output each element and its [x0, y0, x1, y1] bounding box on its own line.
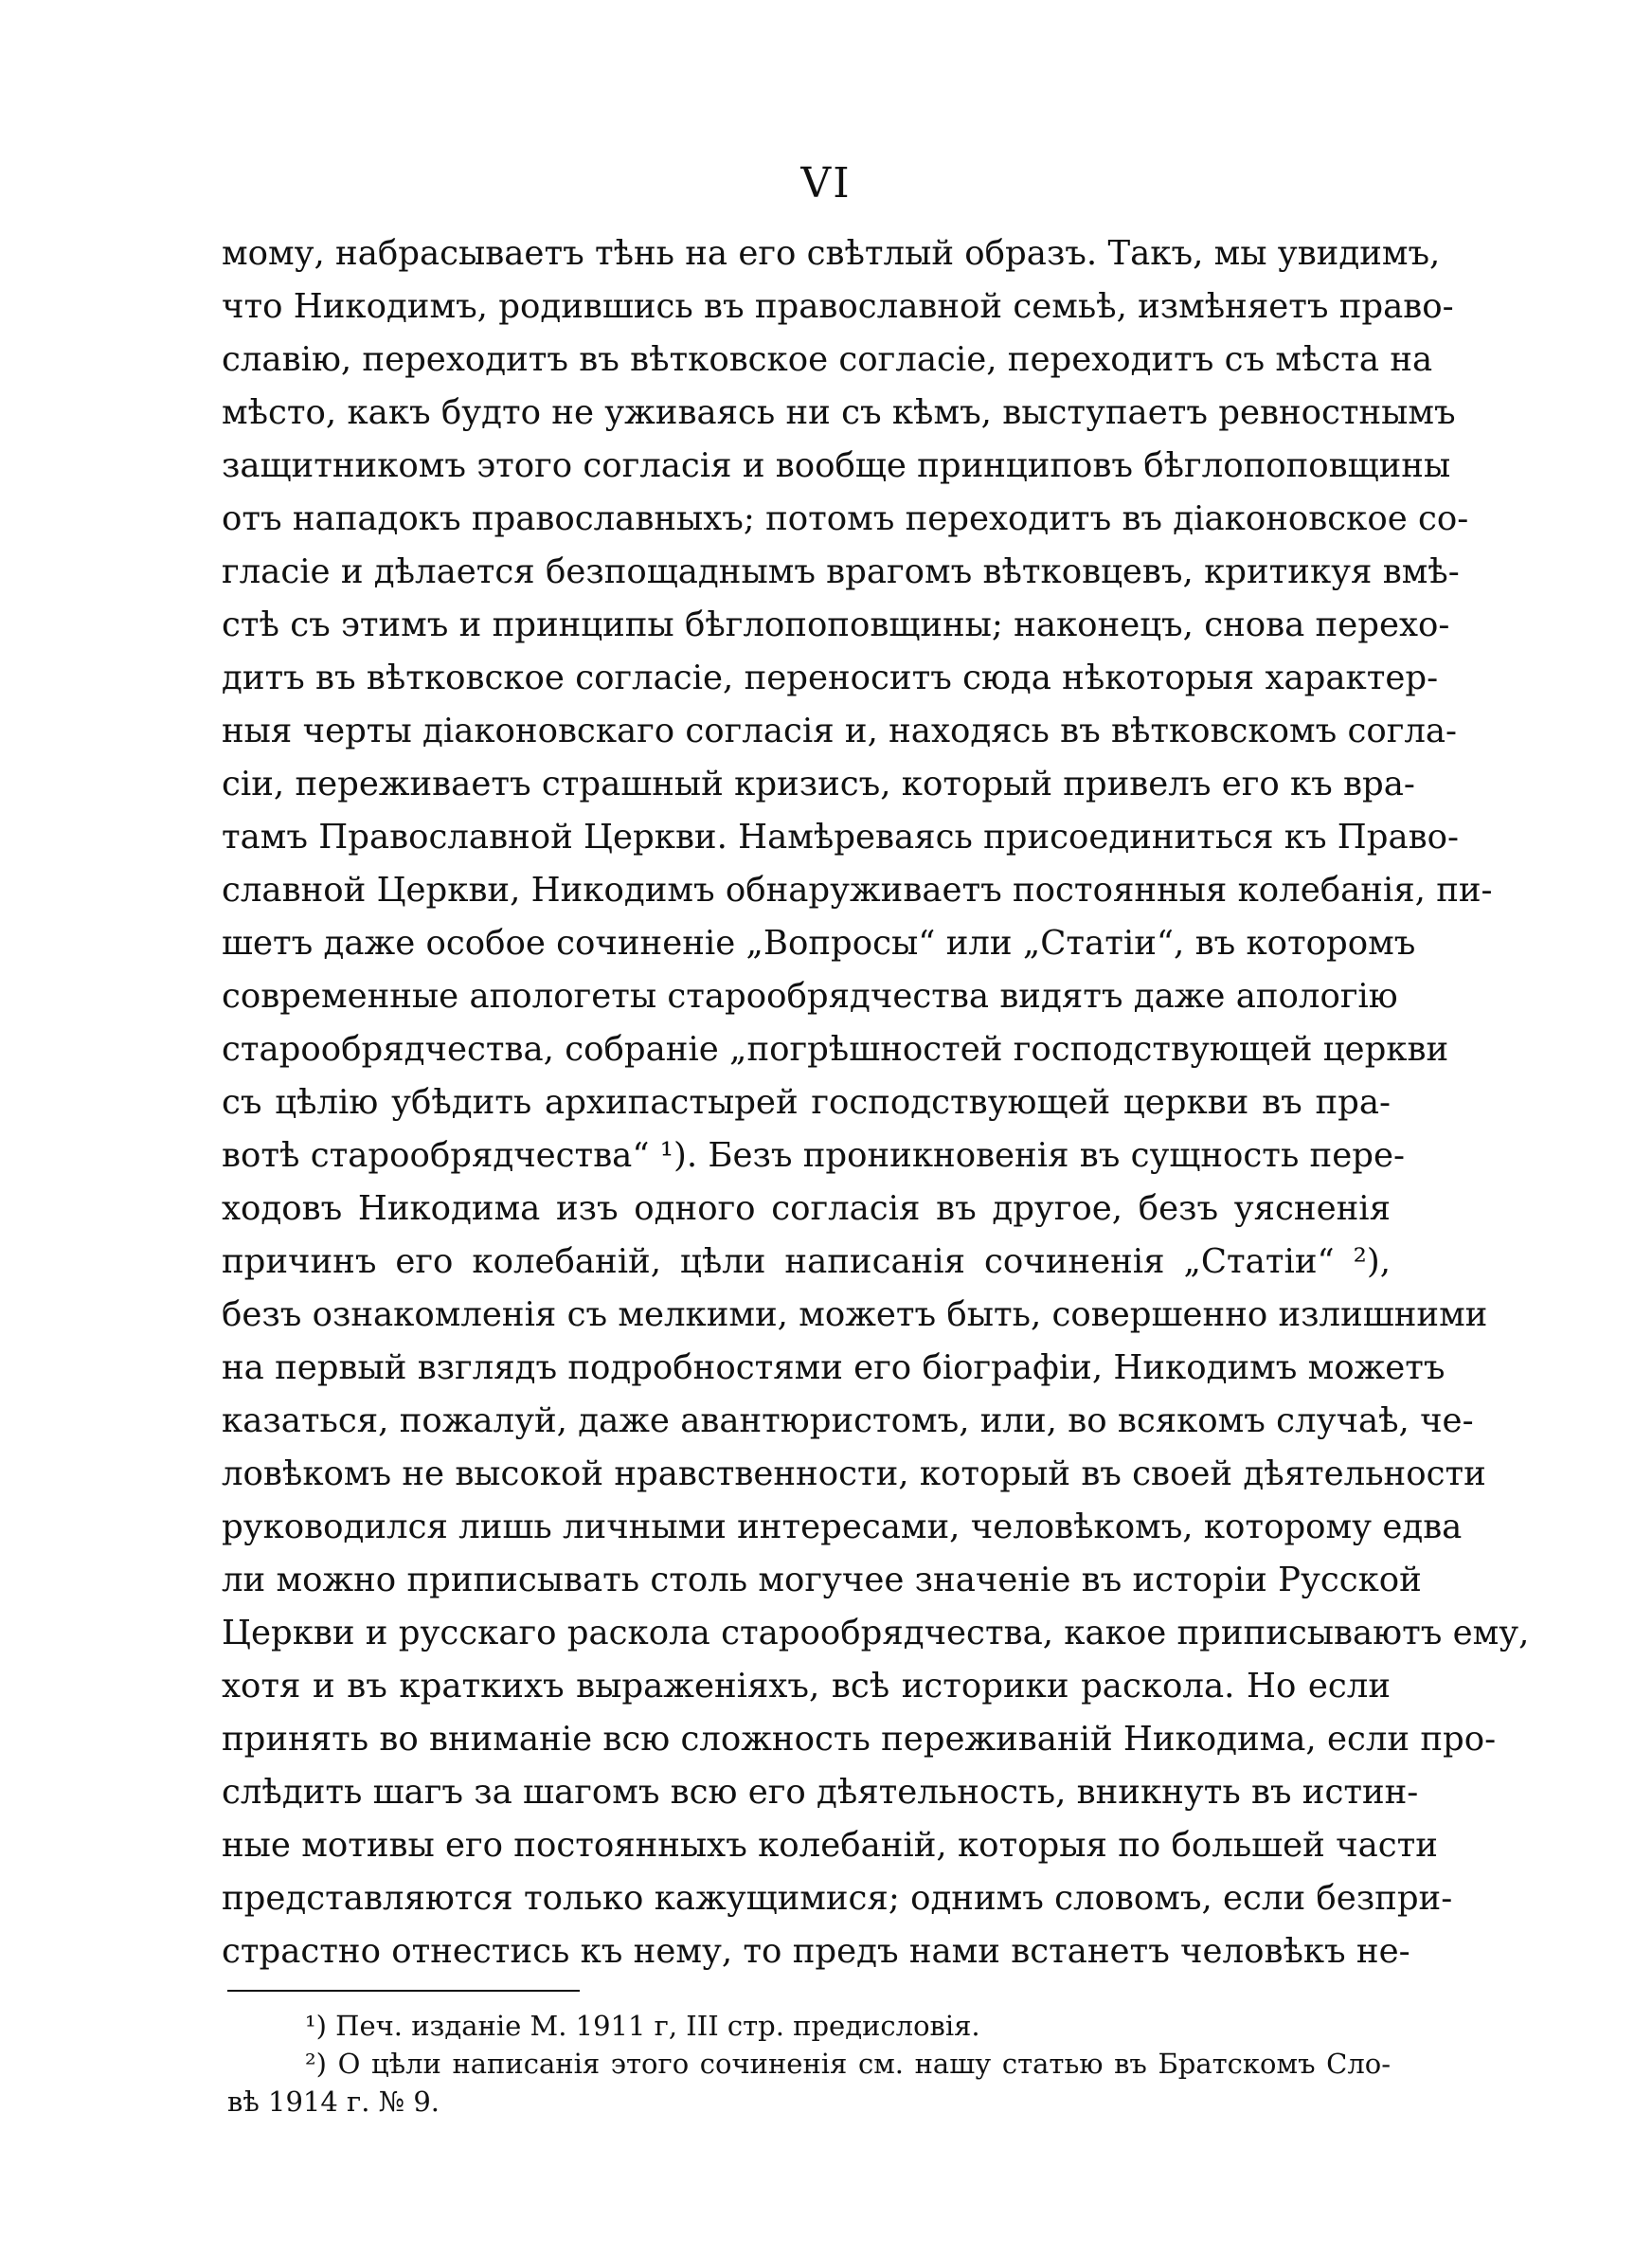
- body-line: отъ нападокъ православныхъ; потомъ переходитъ въ діаконовское со-: [222, 499, 1469, 538]
- body-line: что Никодимъ, родившись въ православной семьѣ, измѣняетъ право-: [222, 287, 1454, 326]
- body-line: казаться, пожалуй, даже авантюристомъ, или, во всякомъ случаѣ, че-: [222, 1401, 1474, 1440]
- body-line: страстно отнестись къ нему, то предъ нами встанетъ человѣкъ не-: [222, 1932, 1410, 1971]
- body-line: ловѣкомъ не высокой нравственности, который въ своей дѣятельности: [222, 1454, 1486, 1493]
- body-line: стѣ съ этимъ и принципы бѣглопоповщины; наконецъ, снова перехо-: [222, 605, 1450, 644]
- body-line: ли можно приписывать столь могучее значеніе въ исторіи Русской: [222, 1561, 1422, 1599]
- footnote-divider: [227, 1990, 580, 1992]
- body-line: гласіе и дѣлается безпощаднымъ врагомъ вѣтковцевъ, критикуя вмѣ-: [222, 552, 1460, 591]
- footnote-marker: ¹): [305, 2010, 327, 2042]
- body-line: сіи, переживаетъ страшный кризисъ, который привелъ его къ вра-: [222, 765, 1415, 803]
- footnote-2: [227, 2045, 1391, 2083]
- body-line: хотя и въ краткихъ выраженіяхъ, всѣ историки раскола. Но если: [222, 1667, 1391, 1706]
- body-line: современные апологеты старообрядчества видятъ даже апологію: [222, 977, 1398, 1016]
- footnote-text: Печ. изданіе М. 1911 г, III стр. предисловія.: [335, 2010, 980, 2042]
- body-line: ныя черты діаконовскаго согласія и, находясь въ вѣтковскомъ согла-: [222, 712, 1458, 750]
- body-line: слѣдить шагъ за шагомъ всю его дѣятельность, вникнуть въ истин-: [222, 1773, 1419, 1812]
- body-line: мѣсто, какъ будто не уживаясь ни съ кѣмъ, выступаетъ ревностнымъ: [222, 393, 1456, 432]
- footnote-1: [227, 2007, 1391, 2045]
- body-line: славію, переходитъ въ вѣтковское согласіе, переходитъ съ мѣста на: [222, 340, 1433, 379]
- body-text: [222, 227, 1530, 1978]
- body-line: представляются только кажущимися; однимъ словомъ, если безпри-: [222, 1879, 1453, 1918]
- body-line: принять во вниманіе всю сложность переживаній Никодима, если про-: [222, 1720, 1497, 1759]
- body-line: ные мотивы его постоянныхъ колебаній, которыя по большей части: [222, 1826, 1438, 1865]
- footnote-2-continuation: вѣ 1914 г. № 9.: [227, 2085, 440, 2118]
- body-line: тамъ Православной Церкви. Намѣреваясь присоединиться къ Право-: [222, 818, 1460, 857]
- footnote-marker: ²): [305, 2048, 327, 2080]
- body-line: съ цѣлію убѣдить архипастырей господствующей церкви въ пра-: [222, 1083, 1391, 1122]
- body-line: мому, набрасываетъ тѣнь на его свѣтлый образъ. Такъ, мы увидимъ,: [222, 234, 1441, 273]
- body-line: ходовъ Никодима изъ одного согласія въ другое, безъ уясненія: [222, 1189, 1391, 1228]
- body-line: безъ ознакомленія съ мелкими, можетъ быть, совершенно излишними: [222, 1295, 1488, 1334]
- footnotes: [227, 2007, 1391, 2121]
- footnote-text: О цѣли написанія этого сочиненія см. нашу статью въ Братскомъ Сло-: [337, 2048, 1391, 2080]
- body-line: шетъ даже особое сочиненіе „Вопросы“ или „Статіи“, въ которомъ: [222, 924, 1416, 963]
- body-line: руководился лишь личными интересами, человѣкомъ, которому едва: [222, 1508, 1463, 1546]
- body-line: причинъ его колебаній, цѣли написанія сочиненія „Статіи“ ²),: [222, 1242, 1391, 1281]
- body-line: старообрядчества, собраніе „погрѣшностей господствующей церкви: [222, 1030, 1449, 1069]
- body-line: Церкви и русскаго раскола старообрядчества, какое приписываютъ ему,: [222, 1614, 1530, 1652]
- page-number: VI: [800, 159, 852, 208]
- body-line: защитникомъ этого согласія и вообще принциповъ бѣглопоповщины: [222, 446, 1451, 485]
- body-line: дитъ въ вѣтковское согласіе, переноситъ сюда нѣкоторыя характер-: [222, 659, 1439, 697]
- body-line: вотѣ старообрядчества“ ¹). Безъ проникновенія въ сущность пере-: [222, 1136, 1405, 1175]
- body-line: славной Церкви, Никодимъ обнаруживаетъ постоянныя колебанія, пи-: [222, 871, 1493, 910]
- body-line: на первый взглядъ подробностями его біографіи, Никодимъ можетъ: [222, 1348, 1446, 1387]
